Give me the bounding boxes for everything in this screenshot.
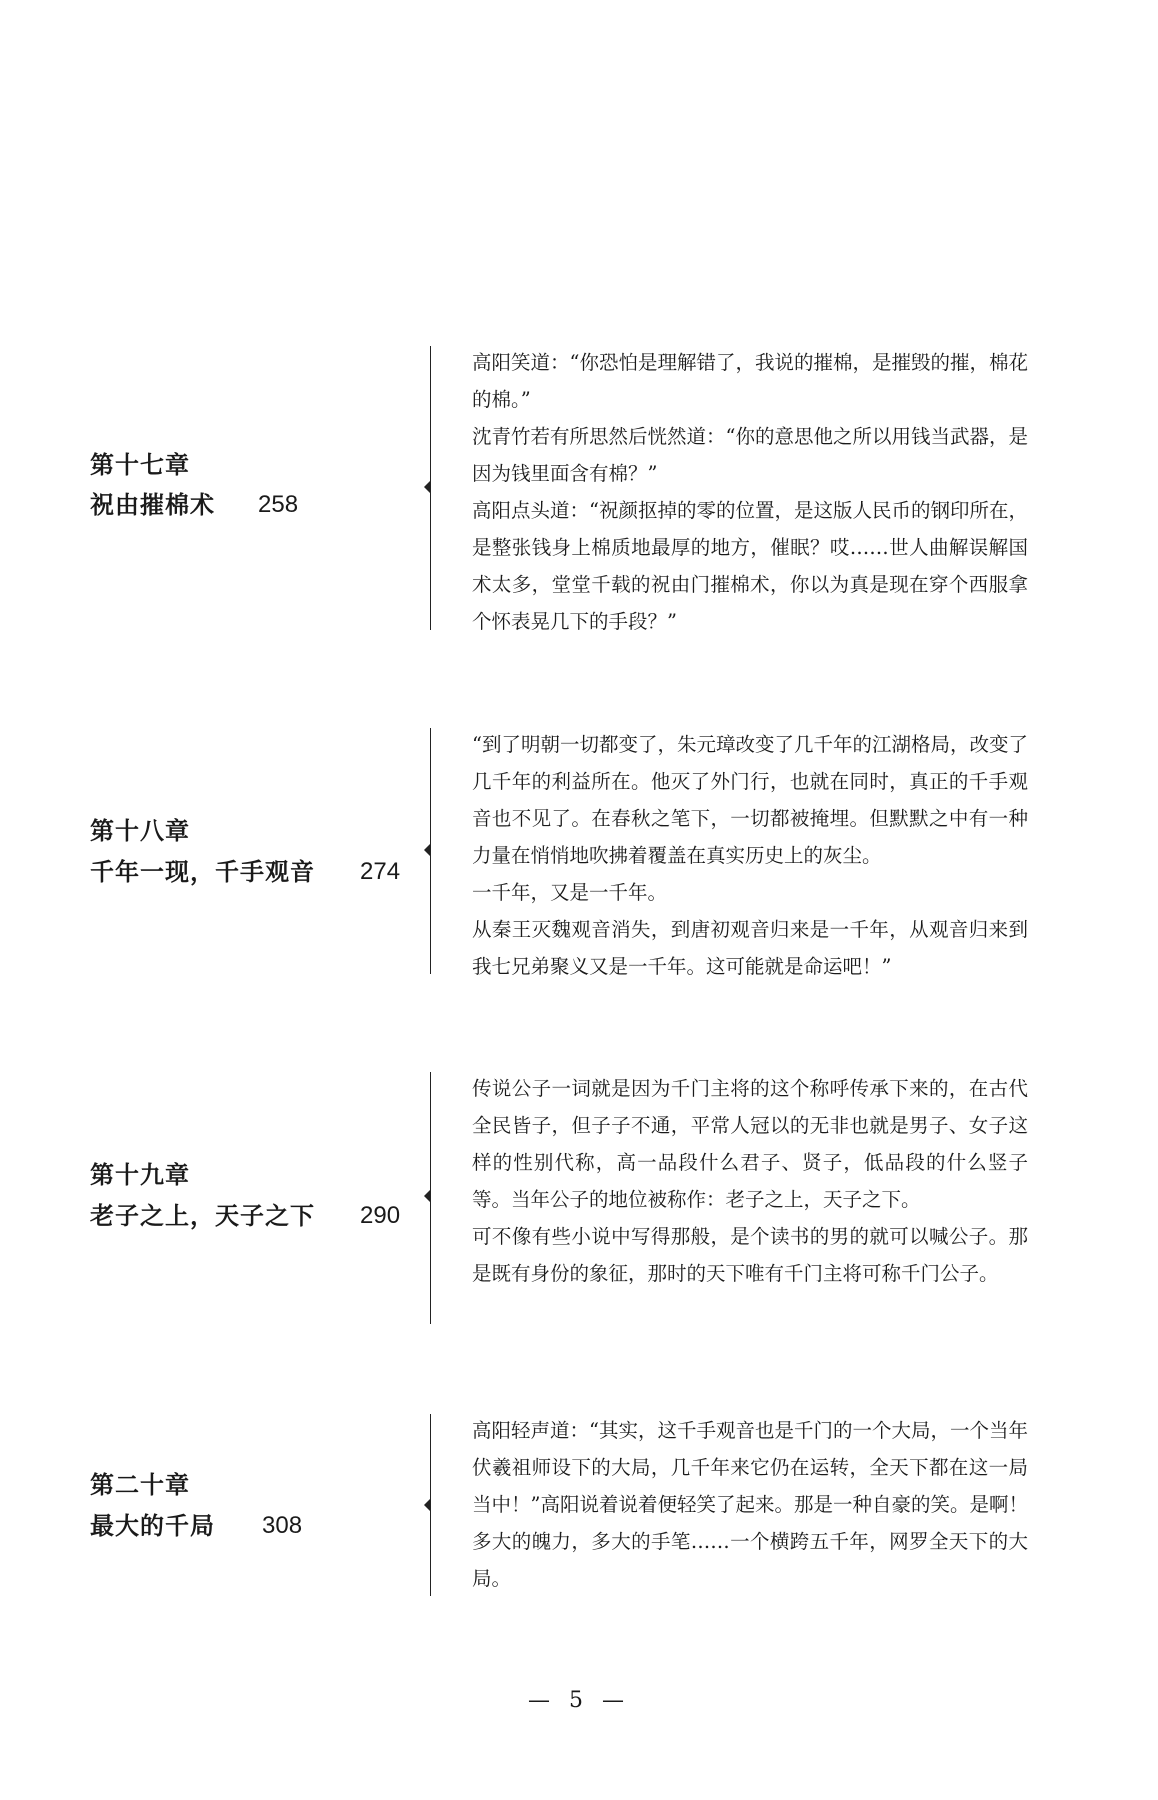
- chapter-excerpt: [472, 726, 1028, 985]
- excerpt-paragraph: 从秦王灭魏观音消失，到唐初观音归来是一千年，从观音归来到我七兄弟聚义又是一千年。这可能就是命运吧！”: [472, 918, 1028, 978]
- excerpt-paragraph: 高阳点头道：“祝颜抠掉的零的位置，是这版人民币的钢印所在，是整张钱身上棉质地最厚的地方，催眠？哎……世人曲解误解国术太多，堂堂千载的祝由门摧棉术，你以为真是现在穿个西服拿个怀表晃几下的手段？”: [472, 499, 1028, 633]
- chapter-excerpt: [472, 1412, 1028, 1597]
- excerpt-paragraph: 沈青竹若有所思然后恍然道：“你的意思他之所以用钱当武器，是因为钱里面含有棉？”: [472, 425, 1028, 485]
- excerpt-paragraph: “到了明朝一切都变了，朱元璋改变了几千年的江湖格局，改变了几千年的利益所在。他灭了外门行，也就在同时，真正的千手观音也不见了。在春秋之笔下，一切都被掩埋。但默默之中有一种力量在悄悄地吹拂着覆盖在真实历史上的灰尘。: [472, 733, 1028, 867]
- chapter-excerpt: [472, 1070, 1028, 1292]
- excerpt-paragraph: 可不像有些小说中写得那般，是个读书的男的就可以喊公子。那是既有身份的象征，那时的天下唯有千门主将可称千门公子。: [472, 1225, 1028, 1285]
- page-number: 258: [258, 491, 299, 518]
- excerpt-paragraph: 高阳轻声道：“其实，这千手观音也是千门的一个大局，一个当年伏羲祖师设下的大局，几千年来它仍在运转，全天下都在这一局当中！”高阳说着说着便轻笑了起来。那是一种自豪的笑。是啊！多大的魄力，多大的手笔……一个横跨五千年，网罗全天下的大局。: [472, 1419, 1028, 1590]
- chapter-number: 第十九章: [90, 1161, 190, 1189]
- page-number: 308: [262, 1512, 303, 1539]
- chapter-title-link[interactable]: 老子之上，天子之下: [90, 1202, 315, 1230]
- excerpt-paragraph: 一千年，又是一千年。: [472, 881, 668, 904]
- chapter-number: 第十七章: [90, 451, 190, 479]
- page-number: 290: [360, 1202, 401, 1229]
- chapter-number: 第二十章: [90, 1471, 190, 1499]
- chapter-number: 第十八章: [90, 817, 190, 845]
- chapter-title-link[interactable]: 祝由摧棉术: [90, 491, 215, 519]
- bracket-tip-icon: [424, 1498, 431, 1512]
- page-number: 274: [360, 858, 401, 885]
- chapter-title-link[interactable]: 千年一现，千手观音: [90, 858, 315, 886]
- bracket-tip-icon: [424, 843, 431, 857]
- excerpt-paragraph: 传说公子一词就是因为千门主将的这个称呼传承下来的，在古代全民皆子，但子子不通，平常人冠以的无非也就是男子、女子这样的性别代称，高一品段什么君子、贤子，低品段的什么竖子等。当年公子的地位被称作：老子之上，天子之下。: [472, 1077, 1028, 1211]
- page-footer-number: — 5 —: [528, 1688, 630, 1713]
- bracket-tip-icon: [424, 480, 431, 494]
- bracket-tip-icon: [424, 1189, 431, 1203]
- excerpt-paragraph: 高阳笑道：“你恐怕是理解错了，我说的摧棉，是摧毁的摧，棉花的棉。”: [472, 351, 1028, 411]
- chapter-excerpt: [472, 344, 1028, 640]
- chapter-title-link[interactable]: 最大的千局: [90, 1512, 215, 1540]
